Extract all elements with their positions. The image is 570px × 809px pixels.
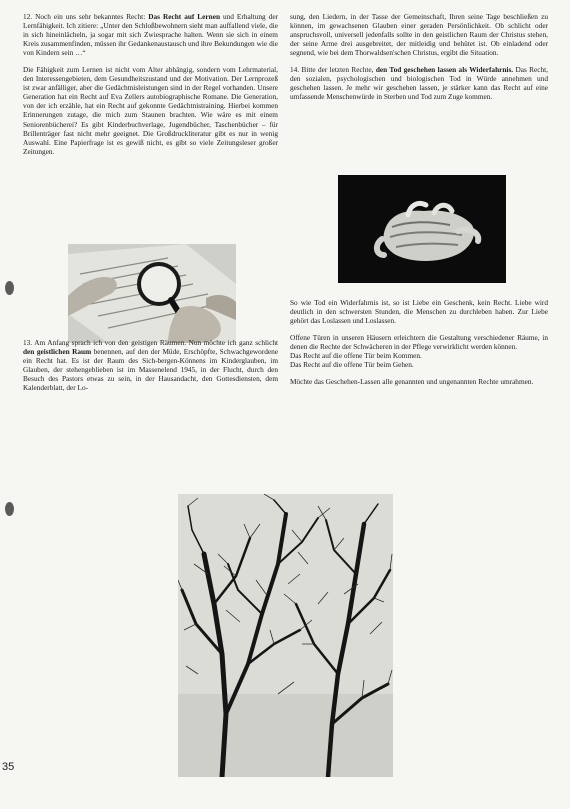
paragraph-closing: Möchte das Geschehen-Lassen alle genannten und ungenannten Rechte umrahmen. (290, 377, 534, 387)
page-number: 35 (2, 761, 15, 773)
heading-letting-death-happen: den Tod geschehen lassen als Widerfahrnis. (375, 65, 514, 75)
paragraph-14: 14. Bitte der letzten Rechte, den Tod geschehen lassen als Widerfahrnis. Das Recht, den sozialen, psychologischen und biologischen Tod in Würde annehmen und geschehen lassen. Je mehr wir geschehen lassen, je stärker kann das Recht auf eine umfassende Menschenwürde in Sterben und Tod zum Zuge kommen. (290, 65, 548, 102)
left-column-bottom (23, 338, 278, 392)
left-column-top (23, 12, 278, 156)
right-column-top (290, 12, 548, 101)
photo-magnifying-glass-reading (68, 244, 236, 343)
paragraph-12: 12. Noch ein uns sehr bekanntes Recht: Das Recht auf Lernen und Erhaltung der Lernfähigkeit. Ich zitiere: „Unter den Schloßbewohnern sieht man auffallend viele, die in sich hineinlächeln, ja sogar mit sich Zwiesprache halten. Wenn sie sich in einem Kreis zusammenfinden, müssen ihr Gedankenaustausch und ihre Bekundungen wie die von Kindern sein …“ (23, 12, 278, 58)
paragraph-open-doors: Offene Türen in unseren Häusern erleichtern die Gestaltung verschiedener Räume, in denen die Rechte der Schwächeren in der Pflege verwirklicht werden können. Das Recht auf die offene Tür beim Kommen. Das Recht auf die offene Tür beim Gehen. (290, 333, 548, 370)
right-column-bottom (290, 298, 548, 386)
photo-bare-trees (178, 494, 393, 777)
heading-spiritual-space: den geistlichen Raum (23, 347, 92, 357)
punch-hole-bottom (5, 502, 14, 516)
punch-hole-top (5, 281, 14, 295)
paragraph-13: 13. Am Anfang sprach ich von den geistigen Räumen. Nun möchte ich ganz schlicht den geistlichen Raum benennen, auf den der Müde, Erschöpfte, Schwachgewordene ein Recht hat. Es ist der Raum des Sich-bergen-Könnens im Kinderglauben, im Glauben, der stehengeblieben ist im Massenelend 1945, in der Flucht, durch den Besuch des Pastors etwas zu sein, in der Hausandacht, den Gottesdiensten, dem Kalenderblatt, der Lo- (23, 338, 279, 393)
heading-right-to-learn: Das Recht auf Lernen (148, 12, 221, 21)
paragraph-continuation: sung, den Liedern, in der Tasse der Gemeinschaft, Ihren seine Tage beschließen zu können, im gewachsenen Glauben einer geraden Persönlichkeit. Ob schlicht oder anspruchsvoll, universell jedenfalls sollte in den geistlichen Raum der Christus stehen, der seine Arme drei ausgebreitet, der mitleidig und behütet ist. Ob einladend oder segnend, wie bei dem Thorwaldsen'schen Christus, ergibt die Situation. (290, 12, 548, 58)
paragraph-love: So wie Tod ein Widerfahrnis ist, so ist Liebe ein Geschenk, kein Recht. Liebe wird deutlich in den schwersten Stunden, die Menschen zu durchleben haben. Zur Liebe gehört das Loslassen und Loslassen. (290, 298, 548, 326)
paragraph-learning-ability: Die Fähigkeit zum Lernen ist nicht vom Alter abhängig, sondern vom Lehrmaterial, den Interessengebieten, dem Gesundheitszustand und der Motivation. Der Lernprozeß ist zwar anfälliger, aber die Gedächtnisleistungen sind in der Regel vorhanden. Unsere Generation hat ein Recht auf Eva Zellers autobiographische Romane. Die Generation, von der ich erzähle, hat ein Recht auf gekonnte Gedächtnistraining. Hierbei kommen Erinnerungen zutage, die mich zum Staunen brachten. Wie wäre es mit einem Seniorenbücherei? Es gibt Kinderbuchverlage, Jugendbücher, Taschenbücher – für Brillenträger fast nicht mehr geeignet. Die Großdruckliteratur gibt es nur in wenig Auswahl. Eine Papierfrage ist es gewiß nicht, es gibt so viele Zeitungsleser großer Zeitungen. (23, 65, 278, 156)
photo-folded-hands (338, 175, 506, 283)
